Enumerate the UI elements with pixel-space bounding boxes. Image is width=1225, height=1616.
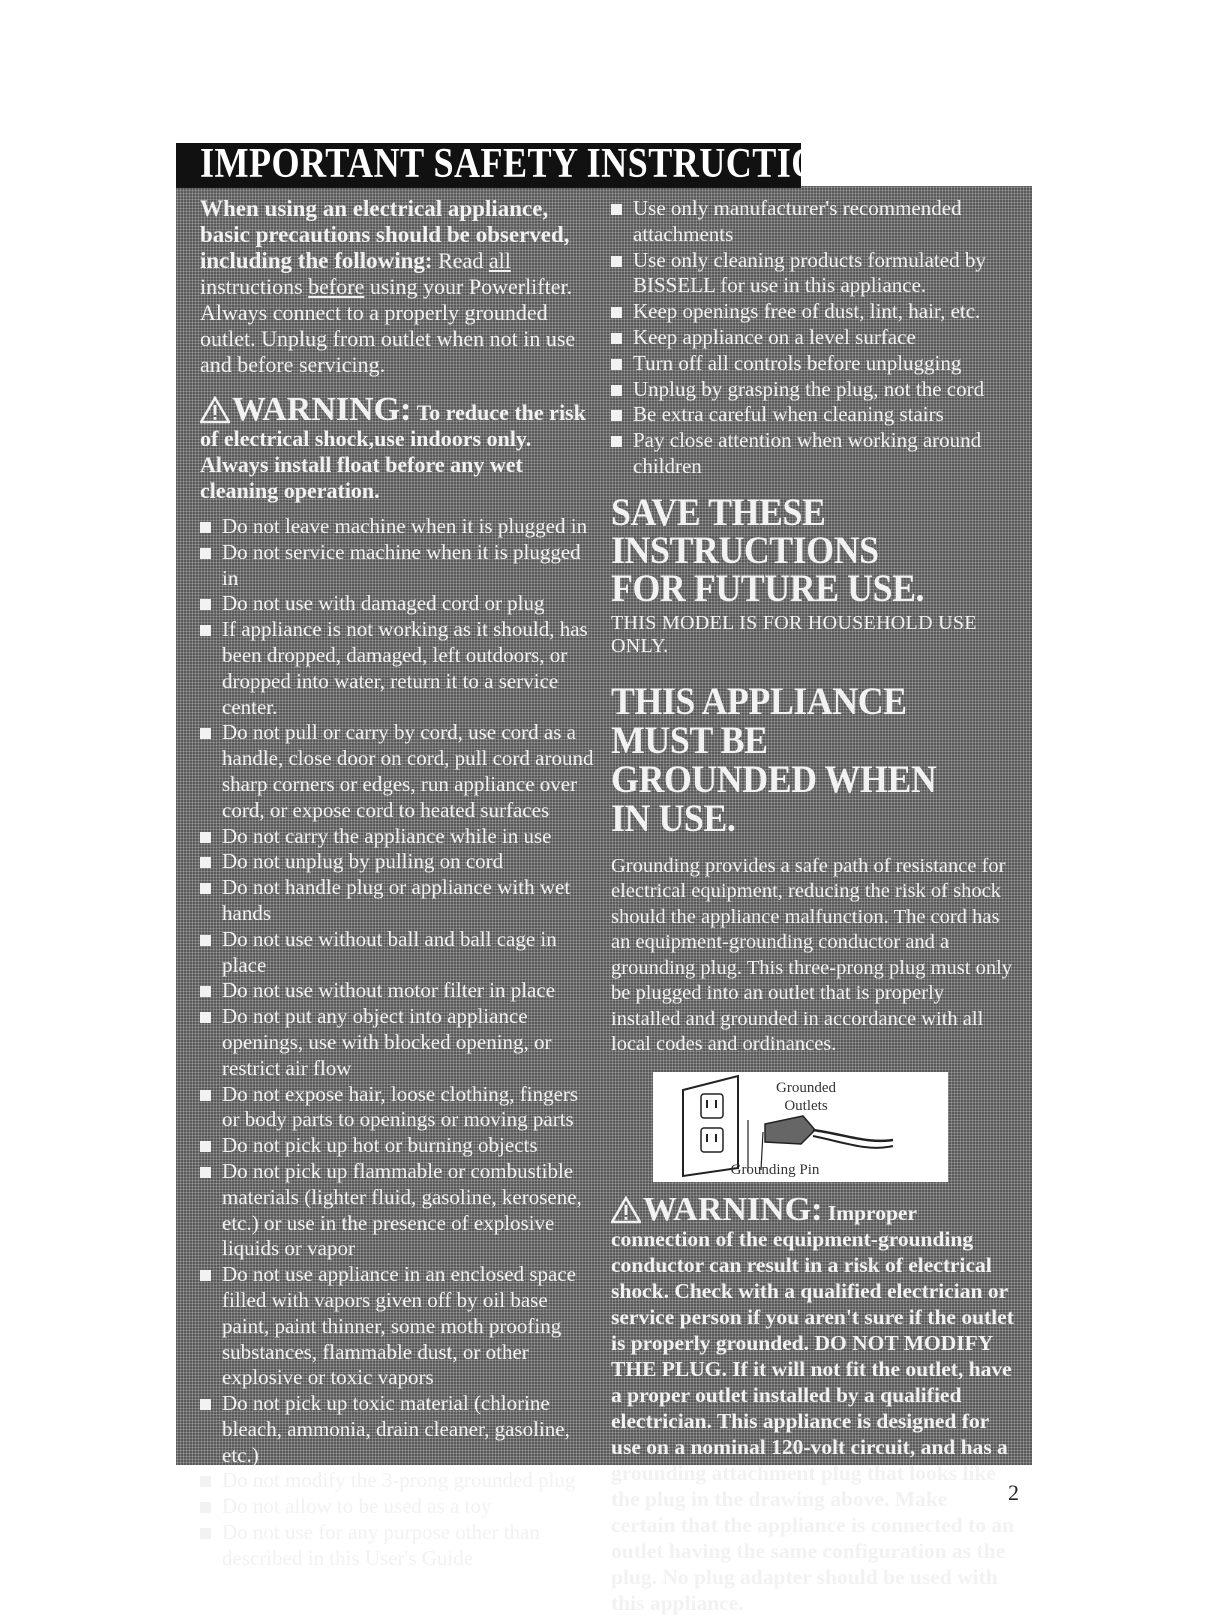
bullet-item: [200, 1494, 595, 1520]
square-bullet-icon: [200, 522, 211, 533]
bullet-text: Do not carry the appliance while in use: [222, 823, 552, 848]
bullet-text: Pay close attention when working around children: [633, 428, 982, 478]
bullet-text: Do not use appliance in an enclosed space filled with vapors given off by oil base paint, paint thinner, some moth proofing substances, flammable dust, or other explosive or toxic vapors: [222, 1262, 576, 1390]
square-bullet-icon: [611, 256, 622, 267]
square-bullet-icon: [611, 333, 622, 344]
grounding-pin-label: Grounding Pin: [730, 1161, 820, 1178]
square-bullet-icon: [200, 1399, 211, 1410]
bullet-text: Do not modify the 3-prong grounded plug: [222, 1468, 576, 1493]
bullet-text: Do not service machine when it is plugged in: [222, 539, 581, 590]
bullet-text: Keep appliance on a level surface: [633, 324, 916, 349]
bullet-item: [200, 875, 595, 927]
bullet-item: [200, 1159, 595, 1262]
bullet-text: Do not use without motor filter in place: [222, 978, 556, 1003]
intro-bold: When using an electrical appliance, basic precautions should be observed, including the following:: [200, 196, 570, 273]
bullet-text: Do not pull or carry by cord, use cord as a handle, close door on cord, pull cord around sharp corners or edges, run appliance over cord, or expose cord to heated surfaces: [222, 720, 594, 822]
grounded-heading: [611, 679, 984, 840]
ground-line-2: GROUNDED WHEN IN USE.: [611, 757, 937, 840]
bullet-item: [611, 325, 1016, 351]
bullet-text: Do not use without ball and ball cage in place: [222, 926, 557, 977]
bullet-item: [200, 617, 595, 720]
bullet-item: [611, 248, 1016, 300]
warning-indoors: [200, 391, 595, 504]
bullet-text: If appliance is not working as it should, has been dropped, damaged, left outdoors, or dropped into water, return it to a service center.: [222, 617, 588, 719]
square-bullet-icon: [200, 935, 211, 946]
square-bullet-icon: [611, 385, 622, 396]
bullet-text: Do not pick up flammable or combustible materials (lighter fluid, gasoline, kerosene, etc.) or use in the presence of explosive liquids or vapor: [222, 1158, 582, 1261]
warning-word: WARNING:: [232, 391, 412, 428]
square-bullet-icon: [200, 1476, 211, 1487]
bullet-item: [200, 1391, 595, 1468]
save-line-2: FOR FUTURE USE.: [611, 566, 925, 610]
household-use-note: THIS MODEL IS FOR HOUSEHOLD USE ONLY.: [611, 611, 977, 657]
bullet-item: [200, 1004, 595, 1081]
bullet-item: [200, 1468, 595, 1494]
square-bullet-icon: [200, 1502, 211, 1513]
left-column: [200, 196, 595, 1572]
grounding-paragraph: Grounding provides a safe path of resistance for electrical equipment, reducing the risk of shock should the appliance malfunction. The cord has an equipment-grounding conductor and a grounding plug. This three-prong plug must only be plugged into an outlet that is properly installed and grounded in accordance with all local codes and ordinances.: [611, 854, 1013, 1056]
bullet-text: Do not expose hair, loose clothing, fingers or body parts to openings or moving parts: [222, 1081, 579, 1132]
bullet-item: [611, 428, 1016, 480]
outlets-label-1: Grounded: [776, 1079, 836, 1096]
bullet-text: Do not pick up toxic material (chlorine bleach, ammonia, drain cleaner, gasoline, etc.): [222, 1391, 570, 1467]
square-bullet-icon: [200, 548, 211, 559]
bullet-item: [200, 1133, 595, 1159]
page-number: 2: [1008, 1480, 1019, 1505]
bullet-text: Unplug by grasping the plug, not the cord: [633, 376, 985, 401]
ground-line-1: THIS APPLIANCE MUST BE: [611, 679, 907, 762]
bullet-text: Do not put any object into appliance openings, use with blocked opening, or restrict air flow: [222, 1004, 552, 1080]
bullet-item: [200, 927, 595, 979]
bullet-item: [611, 377, 1016, 403]
bullet-text: Use only cleaning products formulated by BISSELL for use in this appliance.: [633, 247, 986, 298]
bullet-item: [200, 1262, 595, 1391]
save-line-1: SAVE THESE INSTRUCTIONS: [611, 490, 879, 572]
intro-before: before: [308, 274, 365, 299]
warning-triangle-icon: [200, 396, 230, 424]
warning-text: To reduce the risk of electrical shock,use indoors only. Always install float before any wet cleaning operation.: [200, 400, 586, 503]
left-bullet-list: [200, 514, 595, 1572]
bullet-text: Do not use for any purpose other than described in this User's Guide: [222, 1520, 540, 1570]
square-bullet-icon: [611, 307, 622, 318]
square-bullet-icon: [200, 1270, 211, 1281]
bullet-item: [200, 978, 595, 1004]
save-instructions-heading: [611, 490, 984, 610]
square-bullet-icon: [611, 359, 622, 370]
square-bullet-icon: [611, 410, 622, 421]
bullet-item: [611, 351, 1016, 377]
bullet-item: [200, 849, 595, 875]
bullet-item: [200, 540, 595, 592]
square-bullet-icon: [200, 1012, 211, 1023]
intro-rest: using your Powerlifter. Always connect to a properly grounded outlet. Unplug from outlet when not in use and before servicing.: [200, 274, 576, 377]
square-bullet-icon: [200, 832, 211, 843]
warning-triangle-icon: [611, 1196, 641, 1224]
square-bullet-icon: [200, 857, 211, 868]
bullet-item: [200, 1520, 595, 1572]
square-bullet-icon: [200, 883, 211, 894]
intro-instructions: instructions: [200, 274, 303, 299]
bullet-text: Keep openings free of dust, lint, hair, etc.: [633, 299, 981, 324]
bullet-item: [200, 1082, 595, 1134]
square-bullet-icon: [200, 1167, 211, 1178]
bullet-text: Do not use with damaged cord or plug: [222, 591, 545, 616]
square-bullet-icon: [200, 625, 211, 636]
square-bullet-icon: [611, 204, 622, 215]
page-title: IMPORTANT SAFETY INSTRUCTIONS: [200, 141, 867, 187]
outlets-label-2: Outlets: [784, 1097, 828, 1114]
intro-paragraph: [200, 196, 595, 378]
bullet-text: Use only manufacturer's recommended attachments: [633, 196, 962, 246]
bullet-text: Do not pick up hot or burning objects: [222, 1133, 538, 1158]
intro-all: all: [488, 248, 511, 273]
warning-word: WARNING:: [643, 1190, 823, 1228]
intro-read: Read: [438, 248, 484, 273]
square-bullet-icon: [200, 1141, 211, 1152]
bullet-text: Do not leave machine when it is plugged in: [222, 514, 588, 538]
bullet-item: [200, 824, 595, 850]
bullet-text: Turn off all controls before unplugging: [633, 350, 962, 375]
right-column: [611, 196, 1016, 1616]
square-bullet-icon: [200, 1090, 211, 1101]
bullet-text: Do not handle plug or appliance with wet hands: [222, 875, 571, 925]
bullet-text: Do not unplug by pulling on cord: [222, 849, 504, 874]
bullet-item: [611, 299, 1016, 325]
square-bullet-icon: [200, 1528, 211, 1539]
square-bullet-icon: [200, 986, 211, 997]
square-bullet-icon: [200, 728, 211, 739]
right-bullet-list: [611, 196, 1016, 480]
warning-text: Improper connection of the equipment-grounding conductor can result in a risk of electrical shock. Check with a qualified electrician or service person if you aren't sure if the outlet is properly grounded. DO NOT MODIFY THE PLUG. If it will not fit the outlet, have a proper outlet installed by a qualified electrician. This appliance is designed for use on a nominal 120-volt circuit, and has a grounding attachment plug that looks like the plug in the drawing above. Make certain that the appliance is connected to an outlet having the same configuration as the plug. No plug adapter should be used with this appliance.: [611, 1200, 1015, 1615]
warning-improper-connection: [611, 1190, 1016, 1616]
bullet-item: [200, 591, 595, 617]
bullet-item: [200, 720, 595, 823]
square-bullet-icon: [200, 599, 211, 610]
bullet-item: [611, 402, 1016, 428]
bullet-item: [611, 196, 1016, 248]
bullet-text: Do not allow to be used as a toy: [222, 1494, 492, 1519]
bullet-text: Be extra careful when cleaning stairs: [633, 402, 944, 427]
bullet-item: [200, 514, 595, 540]
outlet-diagram: [653, 1072, 948, 1182]
square-bullet-icon: [611, 436, 622, 447]
